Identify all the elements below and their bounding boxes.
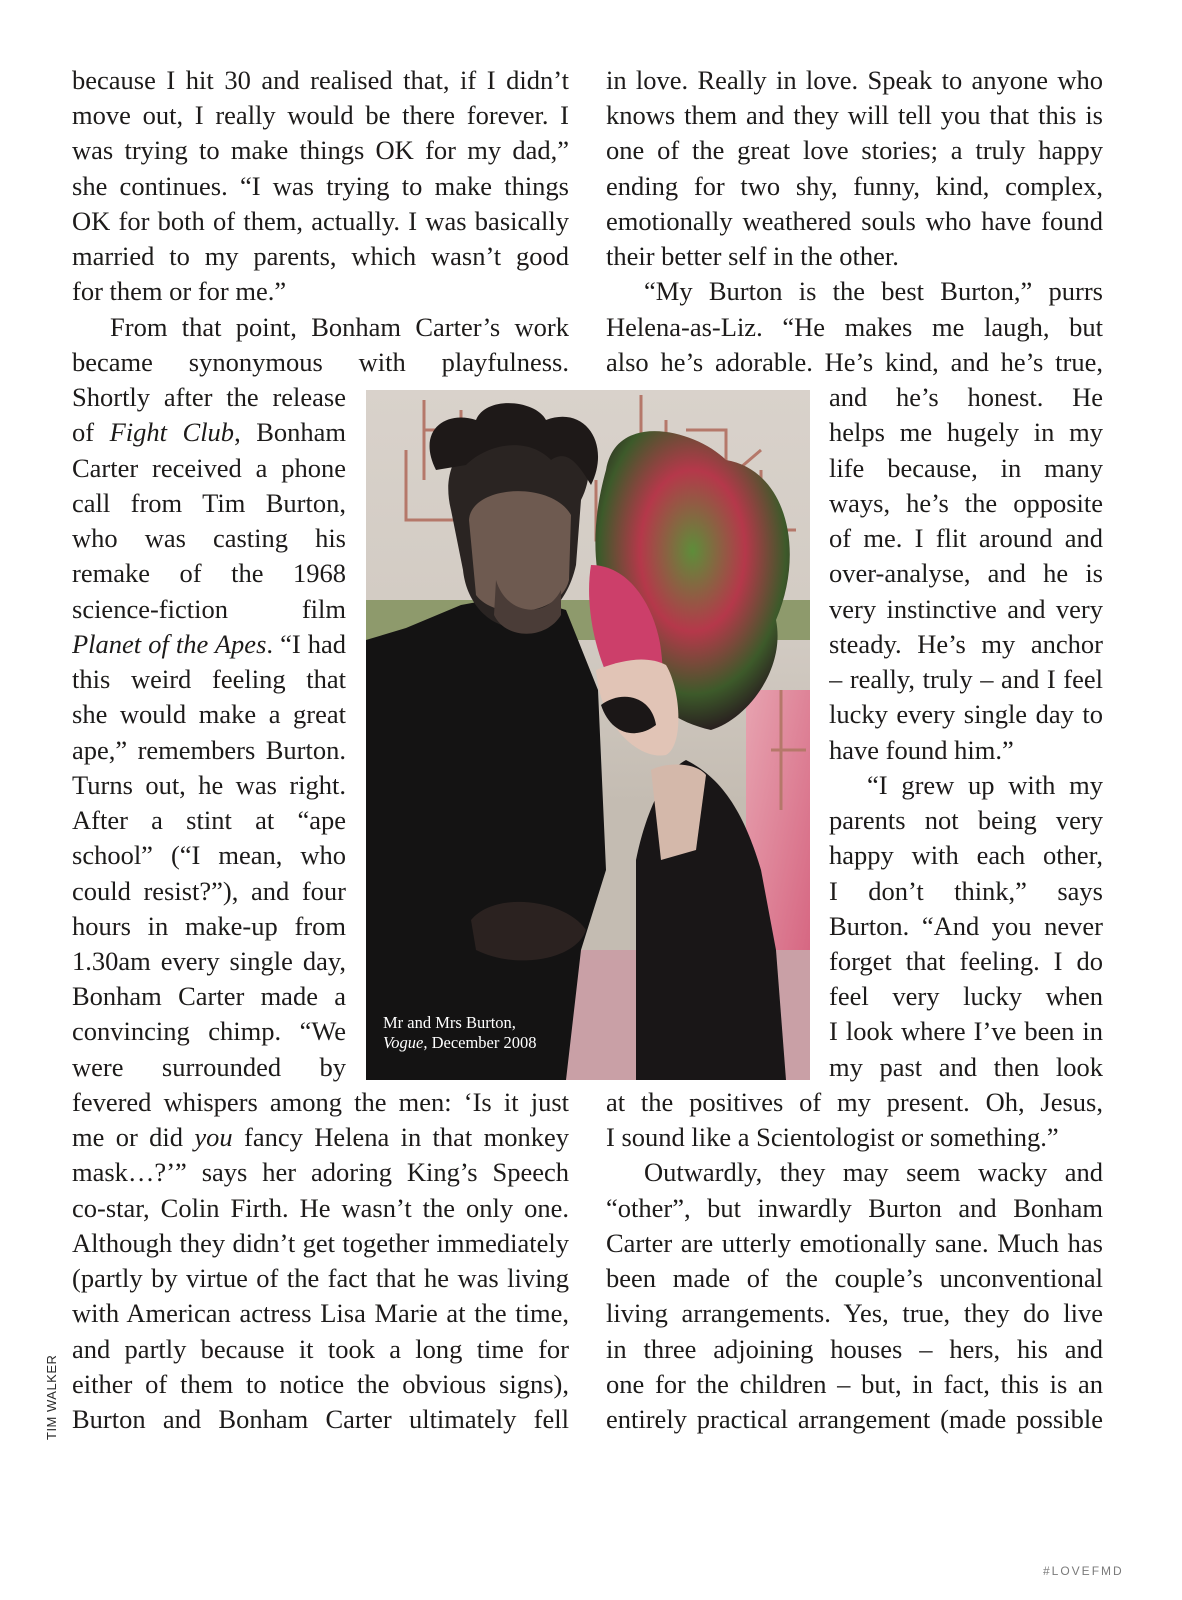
text-line: and partly because it took a long time for — [72, 1333, 569, 1364]
text-line: with American actress Lisa Marie at the time, — [72, 1298, 569, 1329]
text-line: Carter are utterly emotionally sane. Much has — [606, 1227, 1103, 1258]
text-line: – really, truly – and I feel — [829, 664, 1103, 695]
italic-title: you — [194, 1122, 233, 1153]
photographer-credit: TIM WALKER — [44, 1354, 59, 1440]
text-line: From that point, Bonham Carter’s work — [110, 311, 569, 342]
italic-title: Planet of the Apes — [72, 628, 267, 659]
text-line: I don’t think,” says — [829, 875, 1103, 906]
text-line: mask…?’” says her adoring King’s Speech — [72, 1157, 569, 1188]
text-line: of me. I flit around and — [829, 523, 1103, 554]
text-line: “other”, but inwardly Burton and Bonham — [606, 1192, 1103, 1223]
text-line: ways, he’s the opposite — [829, 487, 1103, 518]
text-line: I sound like a Scientologist or something.” — [606, 1122, 1059, 1153]
text-line: After a stint at “ape — [72, 805, 346, 836]
text-line: Outwardly, they may seem wacky and — [644, 1157, 1103, 1188]
text-line: Although they didn’t get together immediately — [72, 1227, 569, 1258]
text-line: forget that feeling. I do — [829, 946, 1103, 976]
text-line: OK for both of them, actually. I was basically — [72, 205, 569, 236]
text-line: in three adjoining houses – hers, his and — [606, 1333, 1103, 1364]
text-line: one of the great love stories; a truly happy — [606, 135, 1103, 166]
caption-line-2 — [383, 1033, 623, 1053]
text-line: she would make a great — [72, 699, 346, 730]
text-line: of Fight Club, Bonham — [72, 417, 346, 448]
text-line: 1.30am every single day, — [72, 946, 346, 976]
text-line: Carter received a phone — [72, 452, 346, 483]
text-line: in love. Really in love. Speak to anyone who — [606, 65, 1103, 95]
text-line: and he’s honest. He — [829, 382, 1103, 413]
text-line: ape,” remembers Burton. — [72, 734, 346, 765]
text-line: remake of the 1968 — [72, 558, 346, 589]
text-line: entirely practical arrangement (made possible — [606, 1404, 1103, 1435]
photo-caption — [383, 1013, 623, 1053]
text-line: ending for two shy, funny, kind, complex, — [606, 170, 1103, 201]
text-line: fevered whispers among the men: ‘Is it just — [72, 1086, 569, 1117]
text-line: hours in make-up from — [72, 910, 346, 941]
text-line: happy with each other, — [829, 840, 1103, 871]
caption-publication: Vogue — [383, 1033, 424, 1052]
text-line: “My Burton is the best Burton,” purrs — [644, 276, 1103, 307]
text-line: have found him.” — [829, 734, 1014, 765]
text-line: were surrounded by — [72, 1051, 346, 1082]
text-line: their better self in the other. — [606, 241, 899, 272]
text-line: steady. He’s my anchor — [829, 628, 1103, 659]
text-line: Burton and Bonham Carter ultimately fell — [72, 1404, 569, 1435]
text-line: Shortly after the release — [72, 382, 346, 413]
text-line: Planet of the Apes. “I had — [72, 628, 346, 659]
caption-line-1: Mr and Mrs Burton, — [383, 1013, 516, 1032]
text-line: convincing chimp. “We — [72, 1016, 346, 1047]
text-line: helps me hugely in my — [829, 417, 1103, 448]
text-line: also he’s adorable. He’s kind, and he’s true, — [606, 346, 1103, 377]
text-line: who was casting his — [72, 523, 346, 554]
text-line: at the positives of my present. Oh, Jesus, — [606, 1086, 1103, 1117]
photo-illustration — [366, 390, 810, 1080]
text-line: “I grew up with my — [867, 769, 1103, 800]
text-line: me or did you fancy Helena in that monkey — [72, 1122, 569, 1153]
text-line: lucky every single day to — [829, 699, 1103, 730]
text-line: my past and then look — [829, 1051, 1103, 1082]
text-line: Helena-as-Liz. “He makes me laugh, but — [606, 311, 1103, 342]
text-line: married to my parents, which wasn’t good — [72, 241, 569, 272]
text-line: knows them and they will tell you that this is — [606, 100, 1103, 131]
text-line: been made of the couple’s unconventional — [606, 1263, 1103, 1294]
text-line: co-star, Colin Firth. He wasn’t the only one. — [72, 1192, 569, 1223]
text-line: school” (“I mean, who — [72, 840, 346, 871]
photo-mr-and-mrs-burton — [366, 390, 810, 1080]
text-line: very instinctive and very — [829, 593, 1103, 624]
text-line: could resist?”), and four — [72, 875, 346, 906]
text-line: Bonham Carter made a — [72, 981, 346, 1012]
text-line: became synonymous with playfulness. — [72, 346, 569, 377]
watermark: #LOVEFMD — [1043, 1564, 1124, 1578]
text-line: was trying to make things OK for my dad,” — [72, 135, 569, 166]
text-line: feel very lucky when — [829, 981, 1103, 1012]
text-line: life because, in many — [829, 452, 1103, 483]
text-line: Burton. “And you never — [829, 910, 1103, 941]
caption-date: , December 2008 — [423, 1033, 537, 1052]
text-line: Turns out, he was right. — [72, 769, 346, 800]
text-line: one for the children – but, in fact, this is an — [606, 1368, 1103, 1399]
text-line: science-fiction film — [72, 593, 346, 624]
text-line: move out, I really would be there forever. I — [72, 100, 569, 131]
text-line: either of them to notice the obvious signs), — [72, 1368, 569, 1399]
text-line: emotionally weathered souls who have found — [606, 205, 1103, 236]
text-line: (partly by virtue of the fact that he was living — [72, 1263, 569, 1294]
text-line: this weird feeling that — [72, 664, 346, 695]
text-line: because I hit 30 and realised that, if I didn’t — [72, 65, 569, 95]
text-line: over-analyse, and he is — [829, 558, 1103, 589]
text-line: living arrangements. Yes, true, they do live — [606, 1298, 1103, 1329]
text-line: I look where I’ve been in — [829, 1016, 1103, 1047]
text-line: she continues. “I was trying to make things — [72, 170, 569, 201]
italic-title: Fight Club — [109, 417, 235, 448]
text-line: call from Tim Burton, — [72, 487, 346, 518]
text-line: for them or for me.” — [72, 276, 287, 307]
text-line: parents not being very — [829, 805, 1103, 836]
